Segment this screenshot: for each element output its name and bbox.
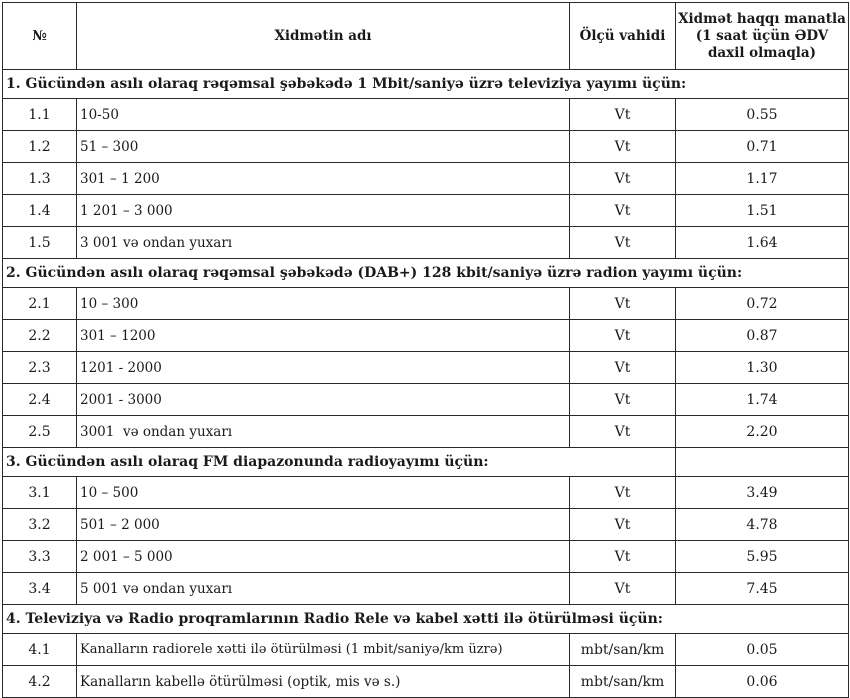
section-header-1 — [3, 70, 849, 99]
row-fee: 7.45 — [676, 573, 849, 605]
empty-cell — [676, 448, 849, 477]
table-row — [3, 131, 849, 163]
row-number: 2.4 — [3, 384, 77, 416]
section-title: 4. Televiziya və Radio proqramlarının Radio Rele və kabel xətti ilə ötürülməsi üçün: — [3, 605, 849, 634]
row-name: 3 001 və ondan yuxarı — [77, 227, 570, 259]
section-title: 2. Gücündən asılı olaraq rəqəmsal şəbəkədə (DAB+) 128 kbit/saniyə üzrə radion yayımı üçün: — [3, 259, 849, 288]
row-name: 2 001 – 5 000 — [77, 541, 570, 573]
table-row — [3, 99, 849, 131]
row-number: 2.1 — [3, 288, 77, 320]
row-unit: Vt — [570, 573, 676, 605]
section-header-4 — [3, 605, 849, 634]
row-fee: 0.72 — [676, 288, 849, 320]
row-unit: Vt — [570, 131, 676, 163]
row-number: 1.2 — [3, 131, 77, 163]
section-title: 3. Gücündən asılı olaraq FM diapazonunda radioyayımı üçün: — [3, 448, 676, 477]
row-number: 3.2 — [3, 509, 77, 541]
row-fee: 0.87 — [676, 320, 849, 352]
row-fee: 0.71 — [676, 131, 849, 163]
table-row — [3, 320, 849, 352]
row-number: 3.1 — [3, 477, 77, 509]
header-fee-line1: Xidmət haqqı manatla — [678, 10, 846, 27]
table-row — [3, 227, 849, 259]
row-number: 1.1 — [3, 99, 77, 131]
row-number: 4.2 — [3, 666, 77, 698]
row-number: 1.5 — [3, 227, 77, 259]
row-fee: 1.74 — [676, 384, 849, 416]
row-number: 3.4 — [3, 573, 77, 605]
row-unit: Vt — [570, 163, 676, 195]
row-unit: Vt — [570, 509, 676, 541]
row-unit: Vt — [570, 416, 676, 448]
row-fee: 1.17 — [676, 163, 849, 195]
row-name: 10 – 300 — [77, 288, 570, 320]
header-name: Xidmətin adı — [77, 3, 570, 70]
table-row — [3, 634, 849, 666]
table-row — [3, 477, 849, 509]
row-fee: 4.78 — [676, 509, 849, 541]
row-unit: Vt — [570, 477, 676, 509]
row-name: 10-50 — [77, 99, 570, 131]
row-fee: 0.05 — [676, 634, 849, 666]
row-name: 2001 - 3000 — [77, 384, 570, 416]
table-row — [3, 416, 849, 448]
table-row — [3, 541, 849, 573]
row-name: 5 001 və ondan yuxarı — [77, 573, 570, 605]
row-unit: Vt — [570, 352, 676, 384]
row-name: 301 – 1200 — [77, 320, 570, 352]
row-number: 2.5 — [3, 416, 77, 448]
row-number: 2.2 — [3, 320, 77, 352]
header-fee — [676, 3, 849, 70]
row-name: 10 – 500 — [77, 477, 570, 509]
row-name: Kanalların radiorele xətti ilə ötürülməsi (1 mbit/saniyə/km üzrə) — [77, 634, 570, 666]
row-unit: Vt — [570, 320, 676, 352]
row-unit: mbt/san/km — [570, 634, 676, 666]
row-unit: mbt/san/km — [570, 666, 676, 698]
header-number: № — [3, 3, 77, 70]
table-row — [3, 573, 849, 605]
table-row — [3, 384, 849, 416]
row-fee: 0.55 — [676, 99, 849, 131]
row-unit: Vt — [570, 288, 676, 320]
row-name: 1201 - 2000 — [77, 352, 570, 384]
row-name: Kanalların kabellə ötürülməsi (optik, mis və s.) — [77, 666, 570, 698]
table-row — [3, 666, 849, 698]
row-fee: 1.30 — [676, 352, 849, 384]
section-title: 1. Gücündən asılı olaraq rəqəmsal şəbəkədə 1 Mbit/saniyə üzrə televiziya yayımı üçün: — [3, 70, 849, 99]
row-name: 3001 və ondan yuxarı — [77, 416, 570, 448]
table-row — [3, 352, 849, 384]
row-number: 2.3 — [3, 352, 77, 384]
row-number: 1.4 — [3, 195, 77, 227]
section-header-2 — [3, 259, 849, 288]
table-row — [3, 195, 849, 227]
row-fee: 1.51 — [676, 195, 849, 227]
table-row — [3, 288, 849, 320]
row-unit: Vt — [570, 541, 676, 573]
row-unit: Vt — [570, 227, 676, 259]
header-row — [3, 3, 849, 70]
row-fee: 3.49 — [676, 477, 849, 509]
table-row — [3, 163, 849, 195]
row-unit: Vt — [570, 384, 676, 416]
header-fee-line2: (1 saat üçün ƏDV — [695, 27, 829, 44]
tariff-table — [2, 2, 849, 698]
row-name: 301 – 1 200 — [77, 163, 570, 195]
row-fee: 1.64 — [676, 227, 849, 259]
row-name: 51 – 300 — [77, 131, 570, 163]
header-unit: Ölçü vahidi — [570, 3, 676, 70]
row-unit: Vt — [570, 195, 676, 227]
header-fee-line3: daxil olmaqla) — [707, 44, 817, 61]
row-name: 501 – 2 000 — [77, 509, 570, 541]
row-unit: Vt — [570, 99, 676, 131]
row-number: 3.3 — [3, 541, 77, 573]
row-number: 1.3 — [3, 163, 77, 195]
section-header-3 — [3, 448, 849, 477]
row-fee: 5.95 — [676, 541, 849, 573]
row-fee: 2.20 — [676, 416, 849, 448]
row-fee: 0.06 — [676, 666, 849, 698]
row-number: 4.1 — [3, 634, 77, 666]
row-name: 1 201 – 3 000 — [77, 195, 570, 227]
table-row — [3, 509, 849, 541]
